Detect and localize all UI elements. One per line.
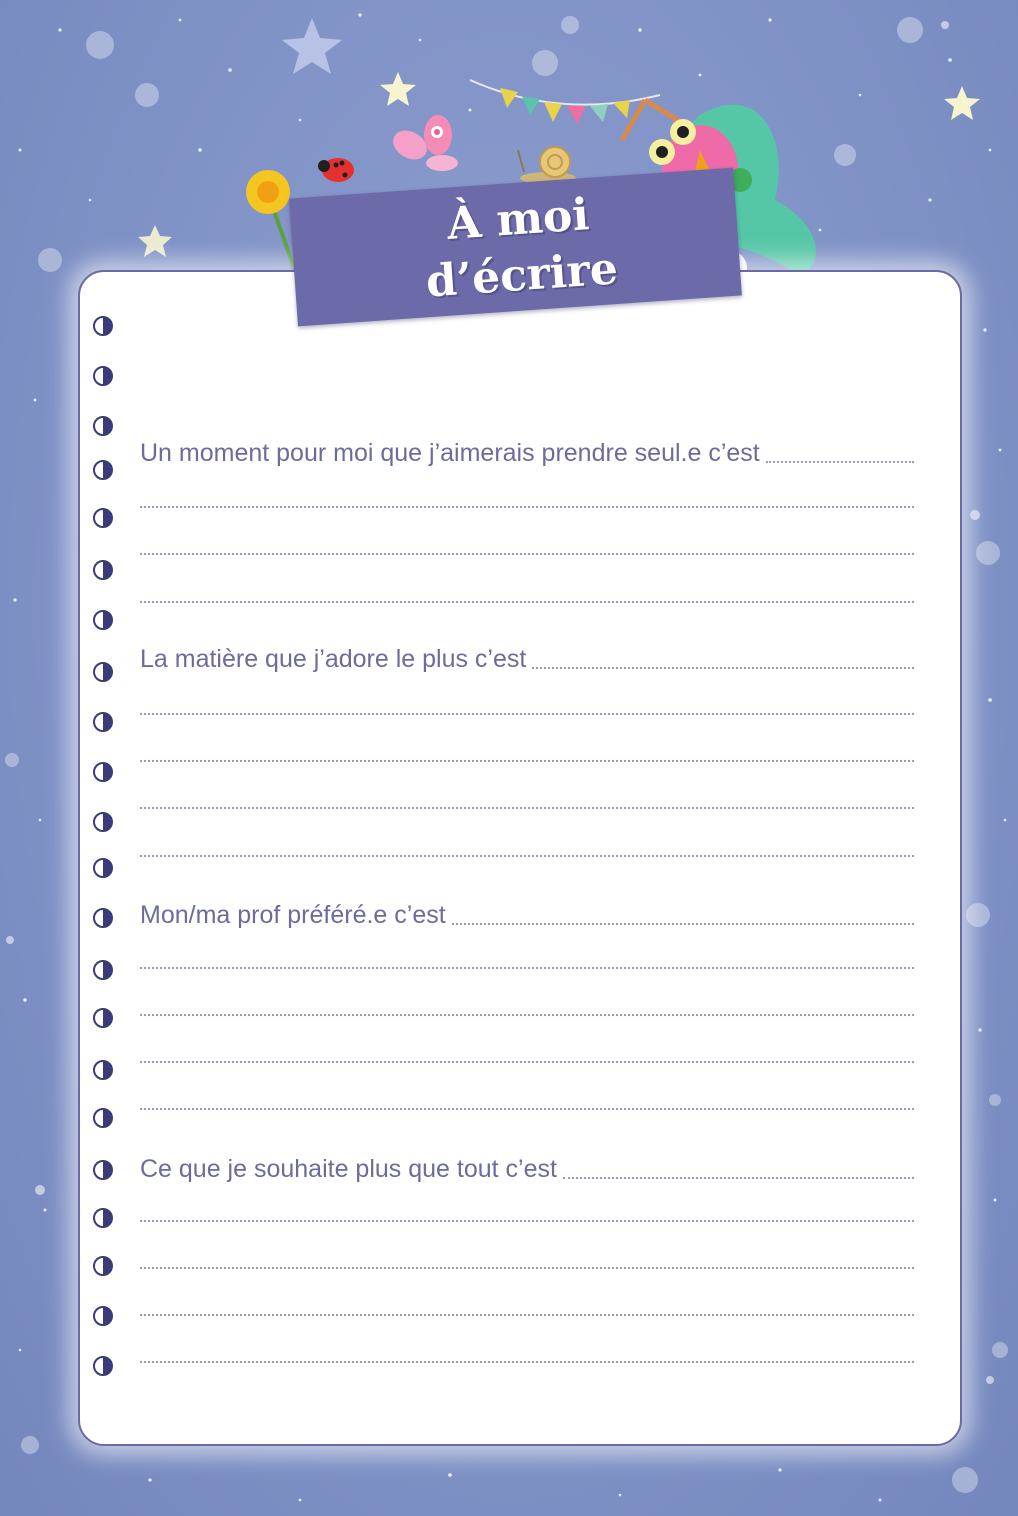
prompt-row[interactable]: [140, 1144, 914, 1184]
prompt-label: Un moment pour moi que j’aimerais prendre seul.e c’est: [140, 439, 760, 467]
binder-ring: [93, 960, 113, 980]
binder-ring: [93, 316, 113, 336]
binder-ring: [93, 762, 113, 782]
star-icon: [138, 225, 172, 257]
title-line-2: d’écrire: [424, 243, 620, 308]
binder-ring: [93, 908, 113, 928]
butterfly-icon: [388, 115, 458, 171]
title-line-1: À moi: [445, 189, 591, 250]
binder-ring: [93, 460, 113, 480]
binder-ring: [93, 858, 113, 878]
answer-line[interactable]: [140, 855, 914, 857]
answer-line[interactable]: [140, 967, 914, 969]
answer-line[interactable]: [140, 807, 914, 809]
answer-line[interactable]: [140, 1061, 914, 1063]
answer-line[interactable]: [140, 601, 914, 603]
answer-line[interactable]: [766, 460, 914, 463]
answer-line[interactable]: [140, 1314, 914, 1316]
answer-line[interactable]: [452, 922, 914, 925]
binder-ring: [93, 712, 113, 732]
binder-ring: [93, 560, 113, 580]
answer-line[interactable]: [140, 1014, 914, 1016]
binder-ring: [93, 1108, 113, 1128]
answer-line[interactable]: [140, 1267, 914, 1269]
star-icon: [380, 72, 416, 106]
answer-line[interactable]: [140, 713, 914, 715]
star-icon: [944, 86, 980, 120]
binder-ring: [93, 1208, 113, 1228]
prompt-label: Ce que je souhaite plus que tout c’est: [140, 1155, 557, 1183]
binder-ring: [93, 416, 113, 436]
star-icon: [282, 18, 342, 74]
answer-line[interactable]: [140, 760, 914, 762]
answer-line[interactable]: [563, 1176, 914, 1179]
binder-ring: [93, 1256, 113, 1276]
binder-ring: [93, 1160, 113, 1180]
binder-rings: [0, 0, 120, 1516]
binder-ring: [93, 1306, 113, 1326]
prompt-row[interactable]: [140, 428, 914, 468]
binder-ring: [93, 1008, 113, 1028]
binder-ring: [93, 812, 113, 832]
prompt-label: Mon/ma prof préféré.e c’est: [140, 901, 446, 929]
ladybug-icon: [318, 158, 354, 182]
answer-line[interactable]: [140, 1108, 914, 1110]
binder-ring: [93, 1356, 113, 1376]
answer-line[interactable]: [532, 666, 914, 669]
answer-line[interactable]: [140, 506, 914, 508]
binder-ring: [93, 508, 113, 528]
answer-line[interactable]: [140, 553, 914, 555]
binder-ring: [93, 1060, 113, 1080]
binder-ring: [93, 366, 113, 386]
bunting-flags: [470, 80, 660, 124]
prompt-row[interactable]: [140, 890, 914, 930]
binder-ring: [93, 610, 113, 630]
prompt-row[interactable]: [140, 634, 914, 674]
answer-line[interactable]: [140, 1220, 914, 1222]
answer-line[interactable]: [140, 1361, 914, 1363]
prompt-label: La matière que j’adore le plus c’est: [140, 645, 527, 673]
binder-ring: [93, 662, 113, 682]
